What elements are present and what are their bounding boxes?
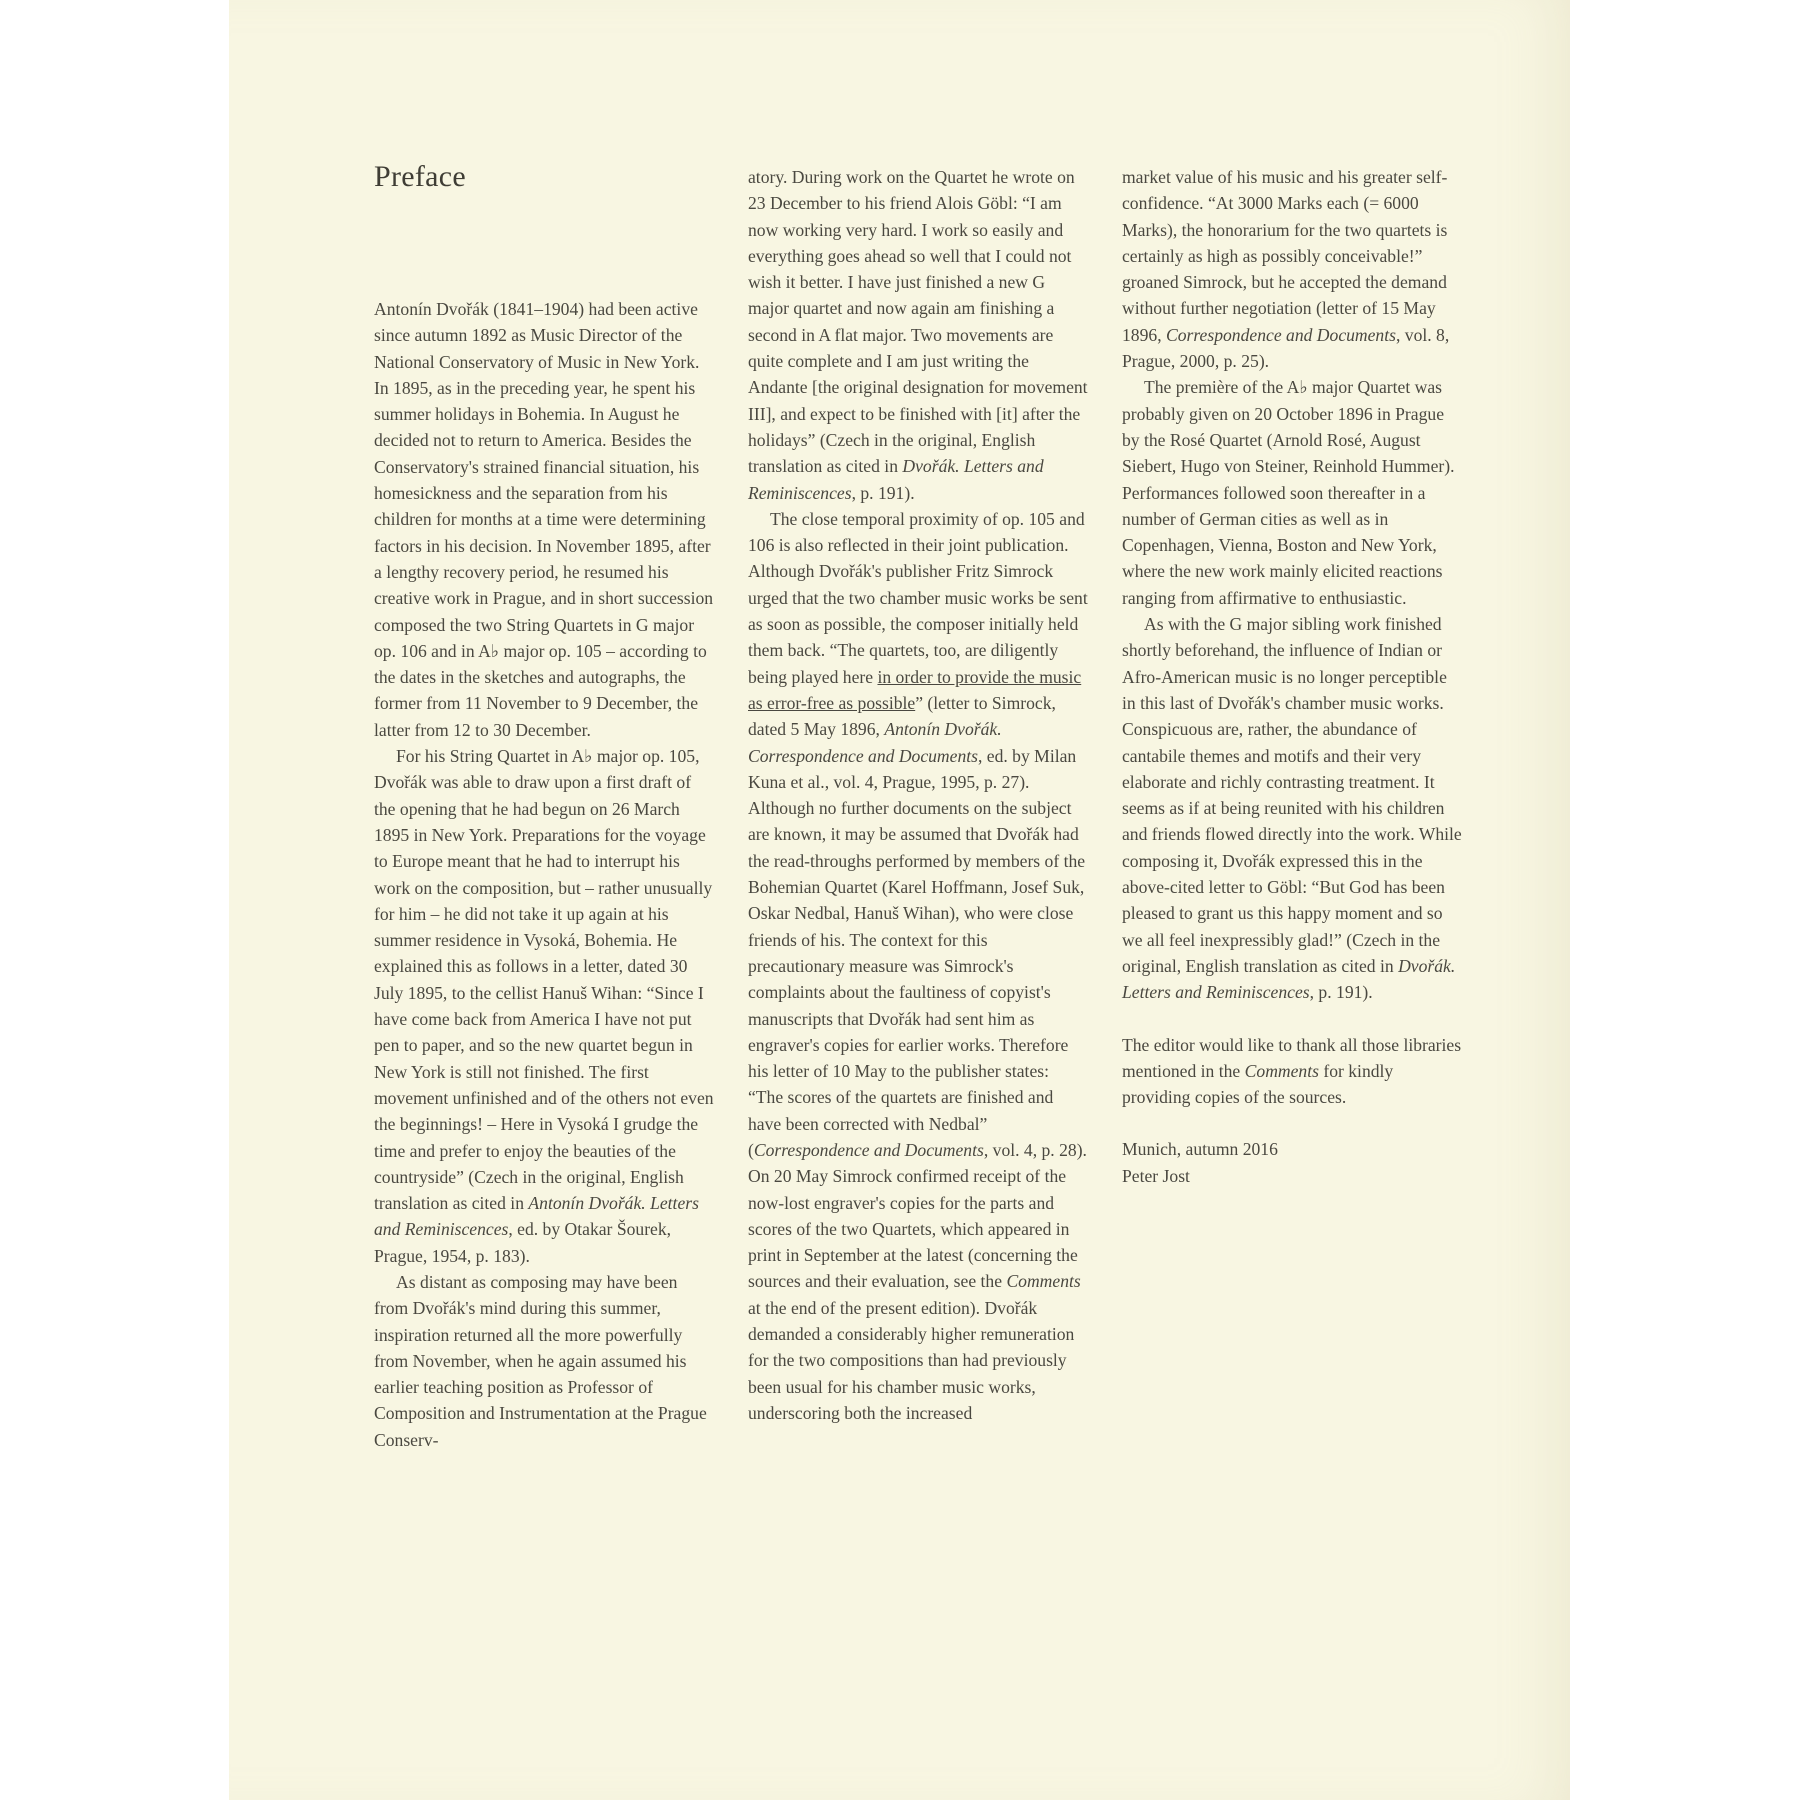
paragraph: For his String Quartet in A♭ major op. 105, Dvořák was able to draw upon a first draft of the opening that he had begun on 26 March 1895 in New York. Preparations for the voyage to Europe meant that he had to interrupt his work on the composition, but – rather unusually for him – he did not take it up again at his summer residence in Vysoká, Bohemia. He explained this as follows in a letter, dated 30 July 1895, to the cellist Hanuš Wihan: “Since I have come back from America I have not put pen to paper, and so the new quartet begun in New York is still not finished. The first movement unfinished and of the others not even the beginnings! – Here in Vysoká I grudge the time and prefer to enjoy the beauties of the countryside” (Czech in the original, English translation as cited in Antonín Dvořák. Letters and Reminiscences, ed. by Otakar Šourek, Prague, 1954, p. 183). [374,746,714,1266]
author-name: Peter Jost [1122,1165,1190,1186]
paragraph: Antonín Dvořák (1841–1904) had been active since autumn 1892 as Music Director of the National Conservatory of Music in New York. In 1895, as in the preceding year, he spent his summer holidays in Bohemia. In August he decided not to return to America. Besides the Conservatory's strained financial situation, his homesickness and the separation from his children for months at a time were determining factors in his decision. In November 1895, after a lengthy recovery period, he resumed his creative work in Prague, and in short succession composed the two String Quartets in G major op. 106 and in A♭ major op. 105 – according to the dates in the sketches and autographs, the former from 11 November to 9 December, the latter from 12 to 30 December. [374,299,714,740]
paragraph: market value of his music and his greater self-confidence. “At 3000 Marks each (= 6000 Marks), the honorarium for the two quartets is certainly as high as possibly conceivable!” groaned Simrock, but he accepted the demand without further negotiation (letter of 15 May 1896, Correspondence and Documents, vol. 8, Prague, 2000, p. 25). [1122,167,1450,372]
column-3 [1122,164,1462,1189]
paragraph: The première of the A♭ major Quartet was probably given on 20 October 1896 in Prague by the Rosé Quartet (Arnold Rosé, August Siebert, Hugo von Steiner, Reinhold Hummer). Performances followed soon thereafter in a number of German cities as well as in Copenhagen, Vienna, Boston and New York, where the new work mainly elicited reactions ranging from affirmative to enthusiastic. [1122,377,1455,608]
acknowledgement: The editor would like to thank all those libraries mentioned in the Comments for kindly providing copies of the sources. [1122,1034,1462,1108]
column-2 [748,164,1088,1426]
paragraph: The close temporal proximity of op. 105 and 106 is also reflected in their joint publication. Although Dvořák's publisher Fritz Simrock urged that the two chamber music works be sent as soon as possible, the composer initially held them back. “The quartets, too, are diligently being played here in order to provide the music as error-free as possible” (letter to Simrock, dated 5 May 1896, Antonín Dvořák. Correspondence and Documents, ed. by Milan Kuna et al., vol. 4, Prague, 1995, p. 27). Although no further documents on the subject are known, it may be assumed that Dvořák had the read-throughs performed by members of the Bohemian Quartet (Karel Hoffmann, Josef Suk, Oskar Nedbal, Hanuš Wihan), who were close friends of his. The context for this precautionary measure was Simrock's complaints about the faultiness of copyist's manuscripts that Dvořák had sent him as engraver's copies for earlier works. Therefore his letter of 10 May to the publisher states: “The scores of the quartets are finished and have been corrected with Nedbal” (Correspondence and Documents, vol. 4, p. 28). On 20 May Simrock confirmed receipt of the now-lost engraver's copies for the parts and scores of the two Quartets, which appeared in print in September at the latest (concerning the sources and their evaluation, see the Comments at the end of the present edition). Dvořák demanded a considerably higher remuneration for the two compositions than had previously been usual for his chamber music works, underscoring both the increased [748,508,1088,1423]
document-page [229,0,1570,1800]
paragraph: As with the G major sibling work finished shortly beforehand, the influence of Indian or Afro-American music is no longer perceptible in this last of Dvořák's chamber music works. Conspicuous are, rather, the abundance of cantabile themes and motifs and their very elaborate and richly contrasting treatment. It seems as if at being reunited with his children and friends flowed directly into the work. While composing it, Dvořák expressed this in the above-cited letter to Göbl: “But God has been pleased to grant us this happy moment and so we all feel inexpressibly glad!” (Czech in the original, English translation as cited in Dvořák. Letters and Reminiscences, p. 191). [1122,614,1462,1003]
column-1 [374,296,714,1453]
place-date: Munich, autumn 2016 [1122,1139,1278,1160]
paragraph: atory. During work on the Quartet he wrote on 23 December to his friend Alois Göbl: “I am now working very hard. I work so easily and everything goes ahead so well that I could not wish it better. I have just finished a new G major quartet and now again am finishing a second in A flat major. Two movements are quite complete and I am just writing the Andante [the original designation for movement III], and expect to be finished with [it] after the holidays” (Czech in the original, English translation as cited in Dvořák. Letters and Reminiscences, p. 191). [748,167,1088,503]
page-title: Preface [374,160,467,193]
paragraph: As distant as composing may have been from Dvořák's mind during this summer, inspiration returned all the more powerfully from November, when he again assumed his earlier teaching position as Professor of Composition and Instrumentation at the Prague Conserv- [374,1271,707,1450]
underlined-text: in order to provide the music as error-free as possible [748,666,1082,713]
